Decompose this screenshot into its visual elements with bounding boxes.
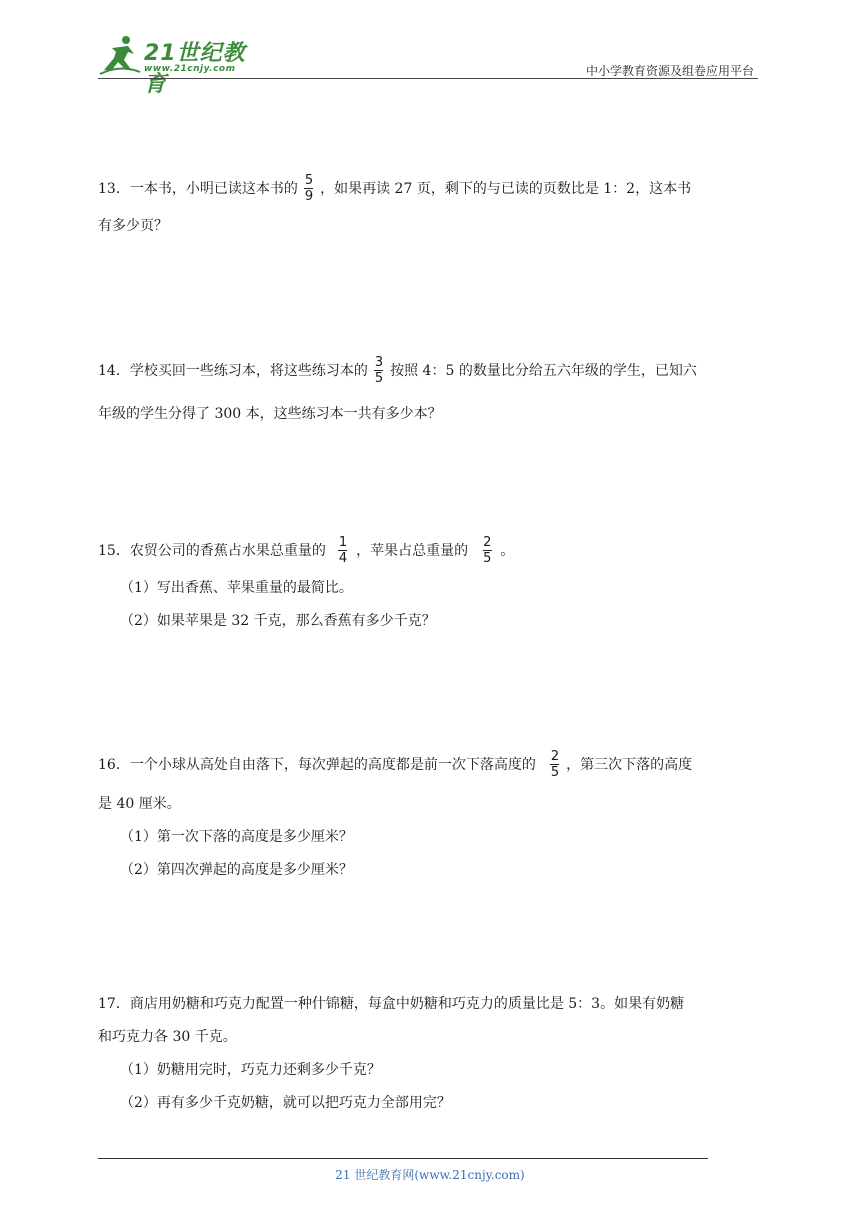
fraction-denominator: 5: [374, 371, 384, 386]
question-13-line-1: [98, 174, 763, 203]
question-16-line-1: [98, 750, 763, 779]
question-15-line-1: [98, 536, 763, 565]
fraction-denominator: 4: [338, 551, 348, 566]
header-tagline: 中小学教育资源及组卷应用平台: [585, 64, 754, 78]
question-16-line-2: [98, 794, 763, 814]
fraction-numerator: 2: [483, 535, 492, 550]
question-13-text-b: ，如果再读 27 页，剩下的与已读的页数比是 1：2，这本书: [320, 180, 692, 197]
question-16-sub-2-text: （2）第四次弹起的高度是多少厘米？: [120, 862, 353, 878]
fraction-denominator: 5: [483, 551, 492, 566]
question-16-sub-1-text: （1）第一次下落的高度是多少厘米？: [120, 829, 353, 845]
site-logo: [98, 34, 268, 97]
page-header: [98, 30, 758, 97]
question-17: [98, 994, 763, 1113]
header-divider: [98, 78, 758, 79]
footer-divider: [98, 1158, 708, 1159]
question-16-text-a: 16．一个小球从高处自由落下，每次弹起的高度都是前一次下落高度的: [98, 756, 536, 773]
runner-icon: [98, 34, 142, 76]
question-14-text-a: 14．学校买回一些练习本，将这些练习本的: [98, 362, 368, 379]
question-14-text-c: 年级的学生分得了 300 本，这些练习本一共有多少本？: [98, 406, 442, 422]
question-16-text-c: 是 40 厘米。: [98, 796, 181, 812]
question-17-text-b: 和巧克力各 30 千克。: [98, 1029, 237, 1045]
question-15-text-a: 15．农贸公司的香蕉占水果总重量的: [98, 542, 326, 559]
question-14-line-2: [98, 404, 763, 424]
question-14: [98, 356, 763, 424]
question-15-sub-1-text: （1）写出香蕉、苹果重量的最简比。: [120, 580, 353, 596]
question-17-sub-1-text: （1）奶糖用完时，巧克力还剩多少千克？: [120, 1062, 381, 1078]
question-15: [98, 536, 763, 631]
question-13-line-2: [98, 216, 763, 236]
fraction-denominator: 5: [550, 765, 560, 780]
question-16: [98, 750, 763, 880]
fraction-2-5: [550, 750, 560, 779]
question-14-text-b: 按照 4：5 的数量比分给五六年级的学生，已知六: [390, 362, 697, 379]
fraction-numerator: 1: [338, 535, 348, 550]
logo-url: www.21cnjy.com: [144, 64, 236, 74]
question-17-sub-1: [98, 1060, 763, 1080]
question-17-line-2: [98, 1027, 763, 1047]
fraction-numerator: 5: [304, 173, 314, 188]
question-15-sub-2-text: （2）如果苹果是 32 千克，那么香蕉有多少千克？: [120, 613, 436, 629]
question-16-text-b: ，第三次下落的高度: [566, 756, 693, 773]
fraction-denominator: 9: [304, 189, 314, 204]
fraction-numerator: 2: [550, 749, 560, 764]
question-14-line-1: [98, 356, 763, 385]
question-16-sub-1: [98, 827, 763, 847]
fraction-3-5: [374, 356, 384, 385]
fraction-2-5: [482, 536, 492, 565]
question-15-sub-2: [98, 611, 763, 631]
question-17-sub-2: [98, 1093, 763, 1113]
fraction-1-4: [338, 536, 348, 565]
fraction-5-9: [304, 174, 314, 203]
question-17-sub-2-text: （2）再有多少千克奶糖，就可以把巧克力全部用完？: [120, 1095, 451, 1111]
question-15-text-b: ，苹果占总重量的: [356, 542, 469, 559]
question-16-sub-2: [98, 860, 763, 880]
question-13-text-a: 13．一本书，小明已读这本书的: [98, 180, 298, 197]
question-17-line-1: [98, 994, 763, 1014]
question-13: [98, 174, 763, 236]
question-15-text-c: 。: [500, 542, 515, 559]
logo-text: 21世纪教育: [144, 41, 246, 97]
question-13-text-c: 有多少页？: [98, 218, 168, 234]
page-footer[interactable]: 21 世纪教育网(www.21cnjy.com): [335, 1168, 525, 1182]
question-15-sub-1: [98, 578, 763, 598]
question-17-text-a: 17．商店用奶糖和巧克力配置一种什锦糖，每盒中奶糖和巧克力的质量比是 5：3。如果有奶糖: [98, 996, 685, 1012]
fraction-numerator: 3: [374, 355, 384, 370]
